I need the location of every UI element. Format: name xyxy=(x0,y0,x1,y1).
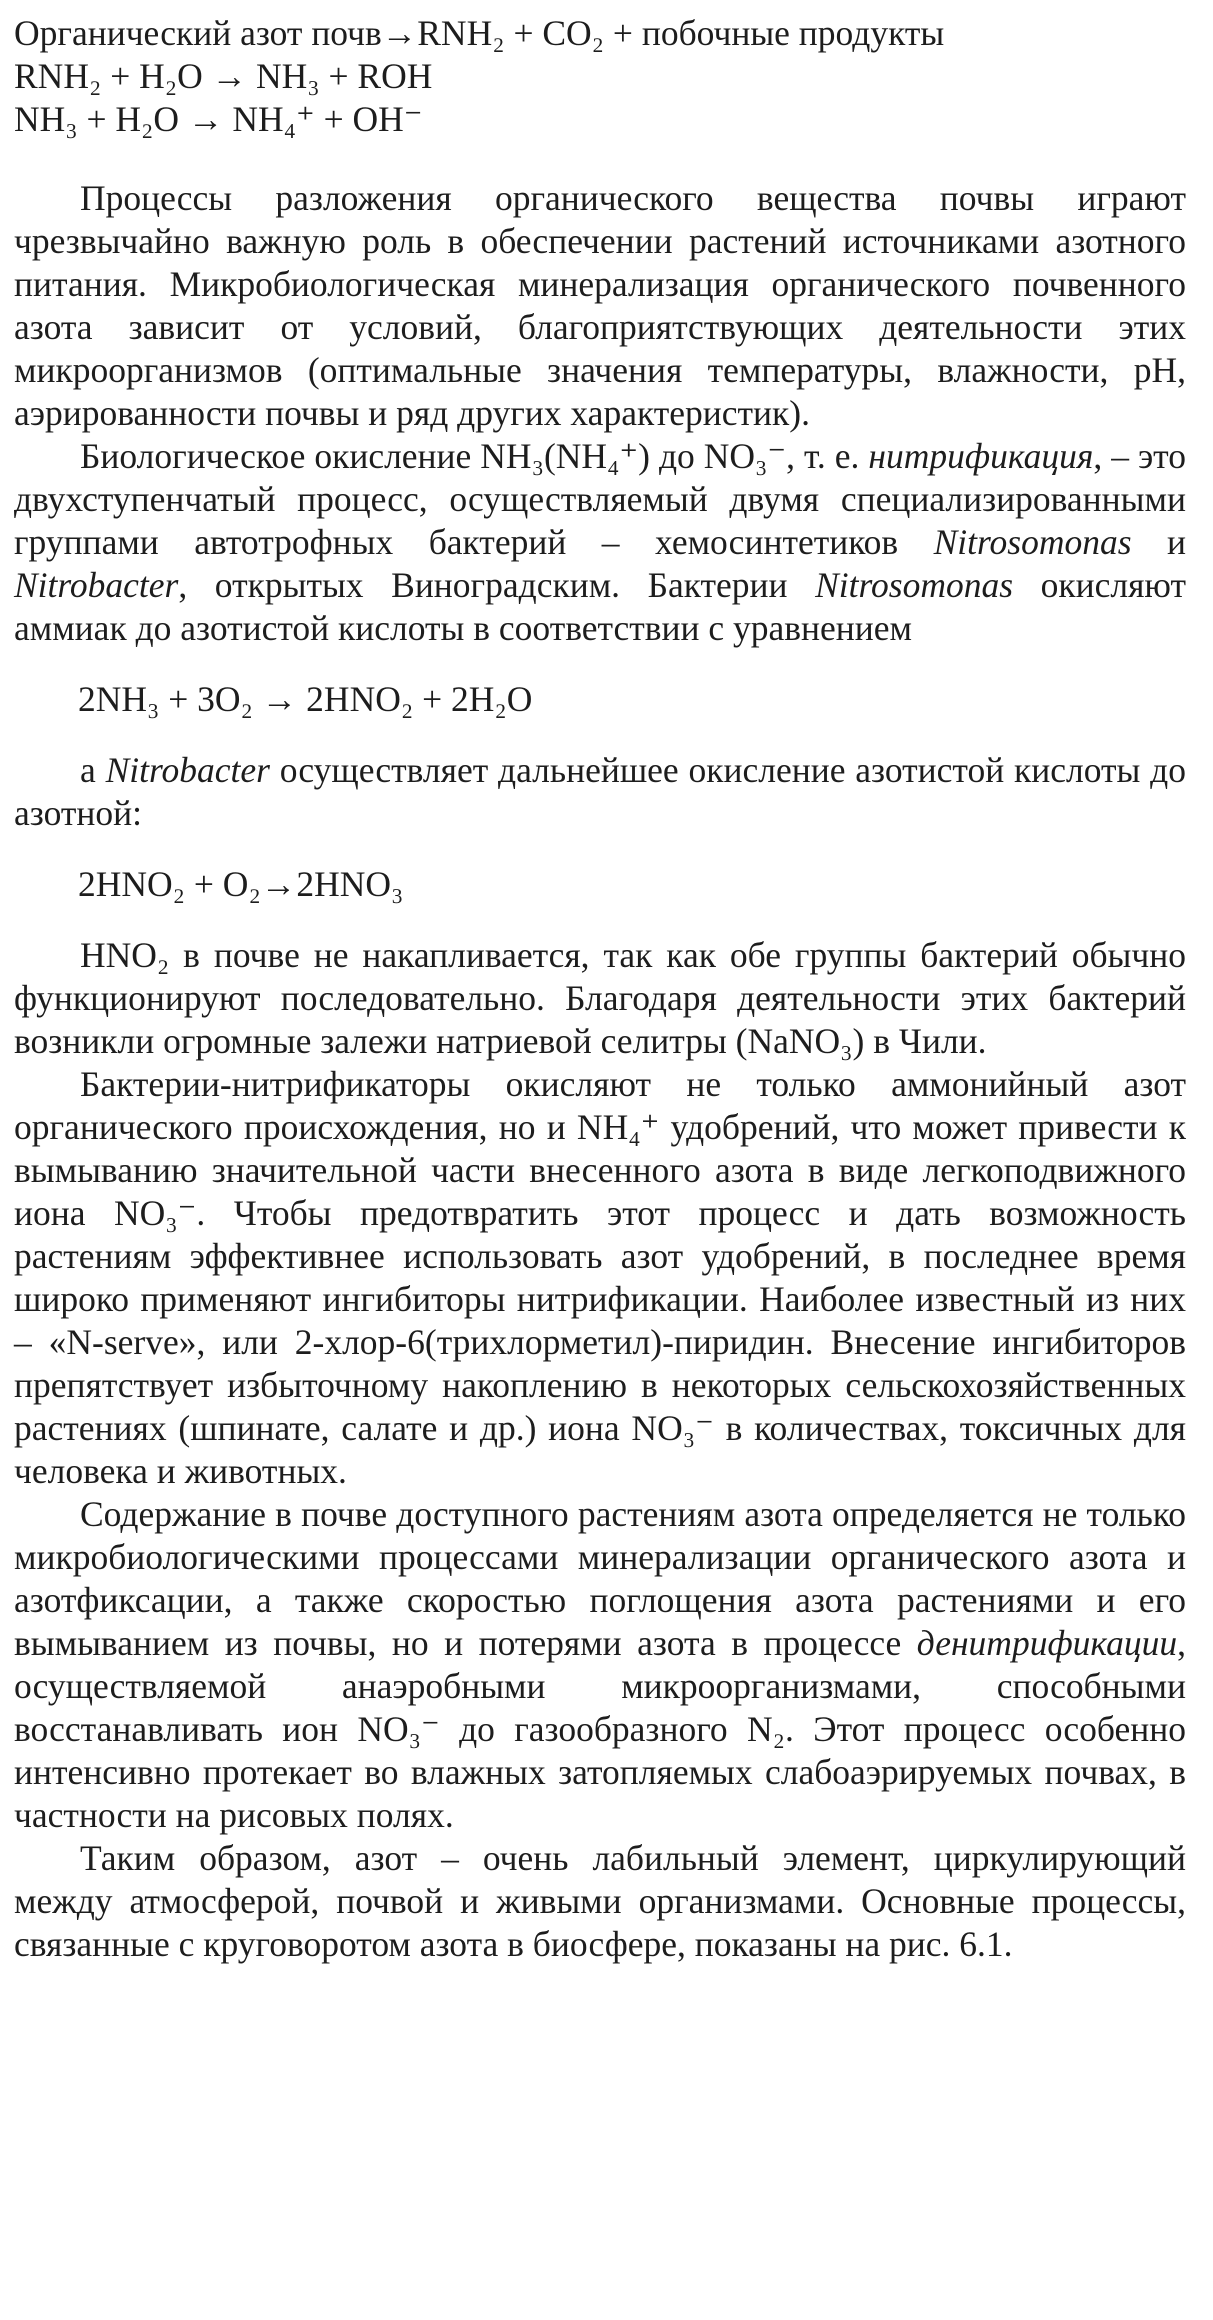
header-equations xyxy=(14,12,1186,141)
equation-nitrite-oxidation: 2HNO₂ + O₂→2HNO₃ xyxy=(78,864,404,904)
equation-ammonium-formation: NH₃ + H₂O → NH₄⁺ + OH⁻ xyxy=(14,99,423,139)
genus-nitrosomonas: Nitrosomonas xyxy=(933,522,1132,562)
term-denitrification: денитрификации xyxy=(916,1623,1178,1663)
text-segment: а xyxy=(80,750,106,790)
paragraph-hno2: HNO₂ в почве не накапливается, так как обе группы бактерий обычно функционируют последовательно. Благодаря деятельности этих бактерий возникли огромные залежи натриевой селитры (NaNO₃) в Чили. xyxy=(14,935,1186,1061)
paragraph-nitrification xyxy=(14,435,1186,650)
text-segment: осуществляет дальнейшее окисление азотистой кислоты до азотной: xyxy=(14,750,1186,833)
genus-nitrobacter: Nitrobacter xyxy=(105,750,270,790)
equation-organic-nitrogen: Органический азот почв→RNH₂ + CO₂ + побочные продукты xyxy=(14,13,945,53)
equation-amine-hydrolysis: RNH₂ + H₂O → NH₃ + ROH xyxy=(14,56,433,96)
paragraph-nitrifiers-inhibitors: Бактерии-нитрификаторы окисляют не только аммонийный азот органического происхождения, но и NH₄⁺ удобрений, что может привести к вымыванию значительной части внесенного азота в виде легкоподвижного иона NO₃⁻. Чтобы предотвратить этот процесс и дать возможность растениям эффективнее использовать азот удобрений, в последнее время широко применяют ингибиторы нитрификации. Наиболее известный из них – «N-serve», или 2-хлор-6(трихлорметил)-пиридин. Внесение ингибиторов препятствует избыточному накоплению в некоторых сельскохозяйственных растениях (шпинате, салате и др.) иона NO₃⁻ в количествах, токсичных для человека и животных. xyxy=(14,1064,1186,1491)
text-segment: , открытых Виноградским. Бактерии xyxy=(178,565,816,605)
text-segment: Биологическое окисление NH₃(NH₄⁺) до NO₃⁻, т. е. xyxy=(80,436,869,476)
text-segment: , – это двухступенчатый процесс, осуществляемый двумя специализированными группами автотрофных бактерий – хемосинтетиков xyxy=(14,436,1186,562)
genus-nitrobacter: Nitrobacter xyxy=(14,565,179,605)
equation-ammonia-oxidation: 2NH₃ + 3O₂ → 2HNO₂ + 2H₂O xyxy=(78,679,533,719)
text-segment: и xyxy=(1131,522,1186,562)
text-segment: Содержание в почве доступного растениям азота определяется не только микробиологическими процессами минерализации органического азота и азотфиксации, а также скоростью поглощения азота растениями и его вымыванием из почвы, но и потерями азота в процессе xyxy=(14,1494,1186,1663)
paragraph-conclusion: Таким образом, азот – очень лабильный элемент, циркулирующий между атмосферой, почвой и живыми организмами. Основные процессы, связанные с круговоротом азота в биосфере, показаны на рис. 6.1. xyxy=(14,1838,1186,1964)
paragraph-nitrobacter xyxy=(14,749,1186,835)
term-nitrification: нитрификация xyxy=(868,436,1094,476)
paragraph-decomposition: Процессы разложения органического вещества почвы играют чрезвычайно важную роль в обеспечении растений источниками азотного питания. Микробиологическая минерализация органического почвенного азота зависит от условий, благоприятствующих деятельности этих микроорганизмов (оптимальные значения температуры, влажности, pH, аэрированности почвы и ряд других характеристик). xyxy=(14,178,1186,433)
document-page xyxy=(14,12,1186,1966)
paragraph-denitrification xyxy=(14,1493,1186,1837)
text-segment: окисляют аммиак до азотистой кислоты в соответствии с уравнением xyxy=(14,565,1186,648)
genus-nitrosomonas: Nitrosomonas xyxy=(815,565,1014,605)
text-segment: , осуществляемой анаэробными микроорганизмами, способными восстанавливать ион NO₃⁻ до газообразного N₂. Этот процесс особенно интенсивно протекает во влажных затопляемых слабоаэрируемых почвах, в частности на рисовых полях. xyxy=(14,1623,1186,1835)
